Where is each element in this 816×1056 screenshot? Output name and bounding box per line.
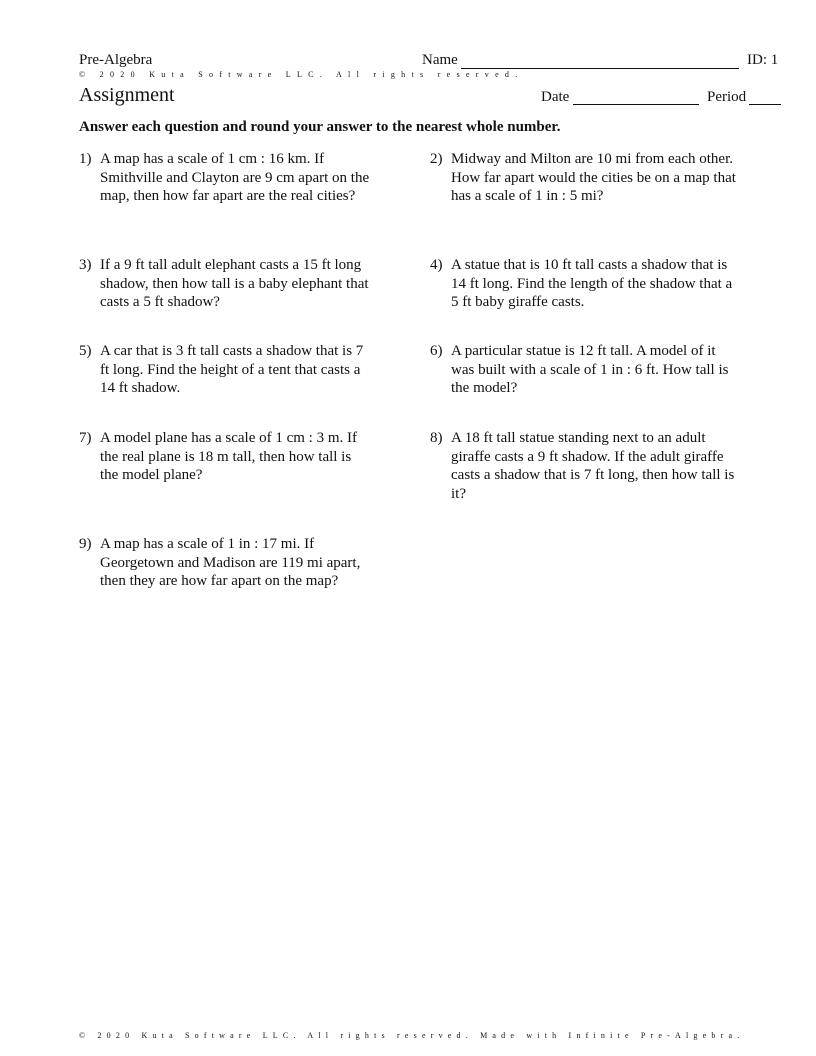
- question-number: 5): [79, 343, 92, 359]
- worksheet-id: ID: 1: [747, 52, 779, 68]
- name-blank-line: [461, 68, 739, 69]
- question-text: A statue that is 10 ft tall casts a shadow that is 14 ft long. Find the length of the shadow that a 5 ft baby giraffe casts.: [451, 257, 733, 310]
- date-label: Date: [541, 89, 570, 105]
- page-title: Assignment: [79, 84, 175, 106]
- question-number: 8): [430, 430, 443, 446]
- period-blank-line: [749, 104, 781, 105]
- question-text: A model plane has a scale of 1 cm : 3 m. If the real plane is 18 m tall, then how tall is the model plane?: [100, 430, 358, 483]
- question-number: 2): [430, 151, 443, 167]
- question-number: 4): [430, 257, 443, 273]
- question-text: A map has a scale of 1 in : 17 mi. If Georgetown and Madison are 119 mi apart, then they are how far apart on the map?: [100, 536, 361, 589]
- name-label: Name: [422, 52, 458, 68]
- page-footer: © 2020 Kuta Software LLC. All rights reserved. Made with Infinite Pre-Algebra.: [79, 1031, 745, 1040]
- question-text: If a 9 ft tall adult elephant casts a 15 ft long shadow, then how tall is a baby elephant that casts a 5 ft shadow?: [100, 257, 369, 310]
- course-name: Pre-Algebra: [79, 52, 153, 68]
- question-text: A map has a scale of 1 cm : 16 km. If Smithville and Clayton are 9 cm apart on the map, then how far apart are the real cities?: [100, 151, 370, 204]
- question-number: 6): [430, 343, 443, 359]
- question-text: A particular statue is 12 ft tall. A model of it was built with a scale of 1 in : 6 ft. How tall is the model?: [451, 343, 729, 396]
- question-text: Midway and Milton are 10 mi from each other. How far apart would the cities be on a map that has a scale of 1 in : 5 mi?: [451, 151, 736, 204]
- question-number: 3): [79, 257, 92, 273]
- question-number: 1): [79, 151, 92, 167]
- date-blank-line: [573, 104, 699, 105]
- instructions: Answer each question and round your answer to the nearest whole number.: [79, 119, 561, 135]
- question-number: 9): [79, 536, 92, 552]
- question-text: A car that is 3 ft tall casts a shadow that is 7 ft long. Find the height of a tent that casts a 14 ft shadow.: [100, 343, 364, 396]
- question-number: 7): [79, 430, 92, 446]
- copyright-notice: © 2020 Kuta Software LLC. All rights reserved.: [79, 70, 524, 79]
- question-text: A 18 ft tall statue standing next to an adult giraffe casts a 9 ft shadow. If the adult giraffe casts a shadow that is 7 ft long, then how tall is it?: [451, 430, 735, 502]
- period-label: Period: [707, 89, 747, 105]
